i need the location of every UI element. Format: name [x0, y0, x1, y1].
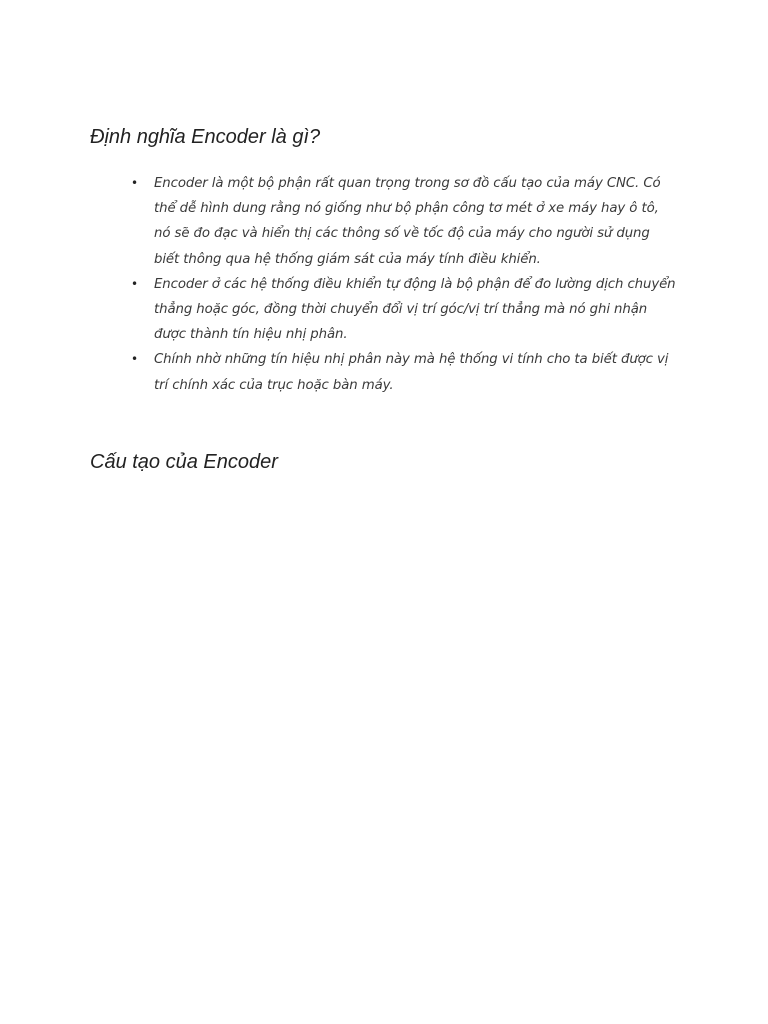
bullet-text-3: Chính nhờ những tín hiệu nhị phân này mà hệ thống vi tính cho ta biết được vị trí chính xác của trục hoặc bàn máy. — [154, 352, 669, 393]
bullet-item-1 — [130, 171, 678, 272]
bullet-icon: • — [131, 276, 138, 291]
heading-definition: Định nghĩa Encoder là gì? — [90, 126, 321, 148]
bullet-icon: • — [131, 176, 138, 190]
heading-structure: Cấu tạo của Encoder — [90, 451, 278, 473]
bullet-list — [130, 171, 678, 398]
bullet-item-2 — [130, 272, 678, 348]
bullet-text-2: Encoder ở các hệ thống điều khiển tự động là bộ phận để đo lường dịch chuyển thẳng hoặc góc, đồng thời chuyển đổi vị trí góc/vị trí thẳng mà nó ghi nhận được thành tín hiệu nhị phân. — [154, 276, 676, 343]
bullet-icon: • — [131, 352, 138, 367]
bullet-text-1: Encoder là một bộ phận rất quan trọng trong sơ đồ cấu tạo của máy CNC. Có thể dễ hình dung rằng nó giống như bộ phận công tơ mét ở xe máy hay ô tô, nó sẽ đo đạc và hiển thị các thông số về tốc độ của máy cho người sử dụng biết thông qua hệ thống giám sát của máy tính điều khiển. — [154, 176, 661, 267]
bullet-item-3 — [130, 347, 678, 397]
